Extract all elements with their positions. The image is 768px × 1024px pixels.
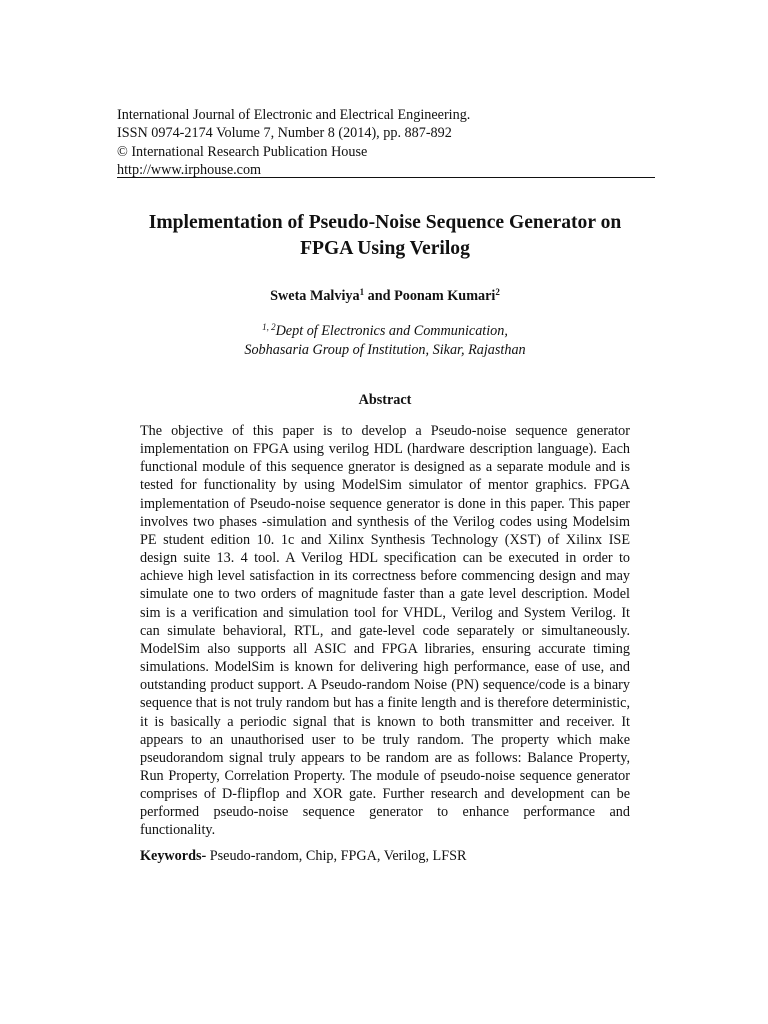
- abstract-heading: Abstract: [358, 392, 412, 408]
- paper-title: [100, 210, 670, 262]
- journal-header: [117, 106, 657, 179]
- author-affil-mark-2: 2: [495, 287, 500, 297]
- journal-name: International Journal of Electronic and Electrical Engineering.: [117, 107, 471, 123]
- header-divider: [117, 177, 655, 178]
- author-affil-mark-1: 1: [359, 287, 365, 297]
- affiliation-dept: Dept of Electronics and Communication,: [275, 323, 508, 339]
- author-list: [100, 286, 670, 306]
- author-joiner: and: [364, 288, 395, 304]
- journal-url: http://www.irphouse.com: [117, 161, 262, 178]
- author-name-2: Poonam Kumari: [394, 288, 496, 304]
- abstract-text: The objective of this paper is to develop a Pseudo-noise sequence generator implementation on FPGA using verilog HDL (hardware description language). Each functional module of this sequence gnerator is designed as a separate module and is tested for functionality by using ModelSim simulator of mentor graphics. FPGA implementation of Pseudo-noise sequence generator is done in this paper. This paper involves two phases -simulation and synthesis of the Verilog codes using Modelsim PE student edition 10. 1c and Xilinx Synthesis Technology (XST) of Xilinx ISE design suite 13. 4 tool. A Verilog HDL specification can be executed in order to achieve high level satisfaction in its correctness before commencing design and may simulate one to two orders of magnitude faster than a gate level description. Model sim is a verification and simulation tool for VHDL, Verilog and System Verilog. It can simulate behavioral, RTL, and gate-level code separately or simultaneously. ModelSim also supports all ASIC and FPGA libraries, ensuring accurate timing simulations. ModelSim is known for delivering high performance, ease of use, and outstanding product support. A Pseudo-random Noise (PN) sequence/code is a binary sequence that is not truly random but has a finite length and is therefore deterministic, it is basically a periodic signal that is known to both transmitter and receiver. It appears to an unauthorised user to be truly random. The property which make pseudorandom signal truly appears to be random are as follows: Balance Property, Run Property, Correlation Property. The module of pseudo-noise sequence generator comprises of D-flipflop and XOR gate. Further research and development can be performed pseudo-noise sequence generator to enhance performance and functionality.: [140, 423, 630, 839]
- affiliation-dept-line: [100, 322, 670, 341]
- affiliation: [100, 322, 670, 359]
- affiliation-institution: Sobhasaria Group of Institution, Sikar, Rajasthan: [244, 341, 526, 358]
- title-line-2: FPGA Using Verilog: [300, 238, 470, 259]
- publisher-line: © International Research Publication House: [117, 143, 368, 160]
- keywords-values: Pseudo-random, Chip, FPGA, Verilog, LFSR: [206, 848, 467, 864]
- author-name-1: Sweta Malviya: [270, 288, 360, 304]
- keywords-label: Keywords-: [140, 848, 207, 864]
- title-line-1: Implementation of Pseudo-Noise Sequence Generator on: [148, 212, 622, 233]
- affiliation-mark: 1, 2: [262, 322, 276, 332]
- journal-issn: ISSN 0974-2174 Volume 7, Number 8 (2014), pp. 887-892: [117, 125, 452, 142]
- keywords-line: [140, 847, 630, 865]
